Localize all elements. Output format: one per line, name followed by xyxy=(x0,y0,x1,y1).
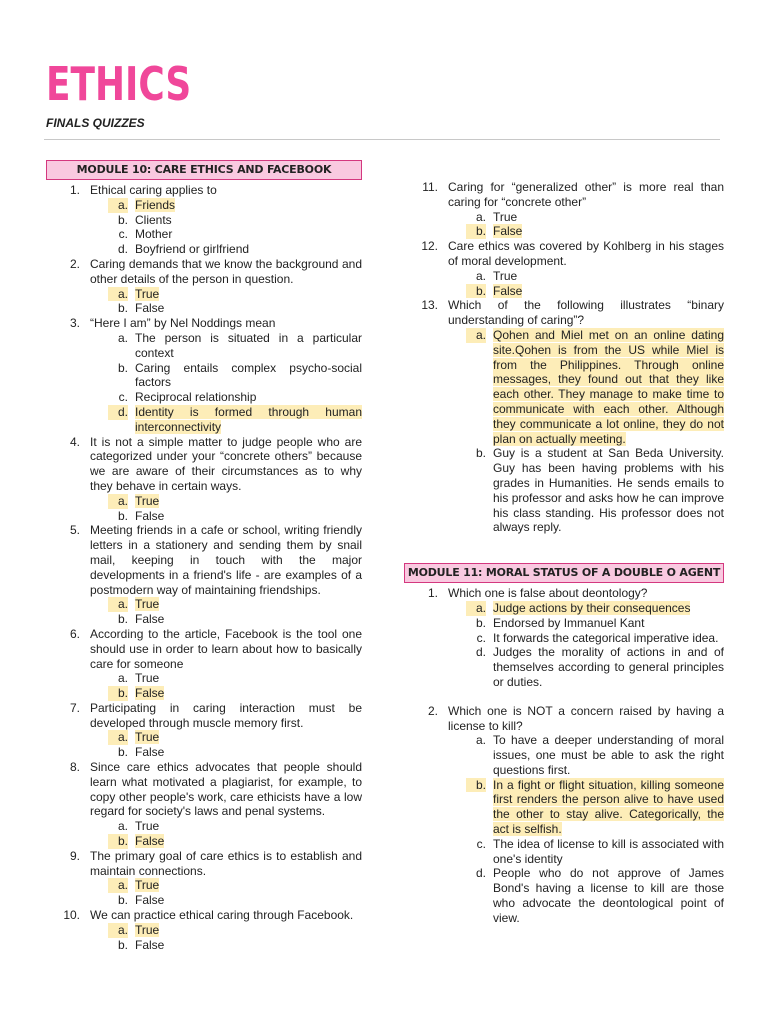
option-letter: c. xyxy=(476,630,486,645)
question-item xyxy=(46,627,362,671)
question-text: Meeting friends in a cafe or school, writing friendly letters in a stationery and sending them by snail mail, keeping in touch with the major developments in a friend's life - are examples of a postmodern way of maintaining friendships. xyxy=(90,523,362,597)
answer-option xyxy=(46,361,362,391)
option-text: Mother xyxy=(135,227,173,242)
option-text: Clients xyxy=(135,212,172,227)
question-item xyxy=(46,908,362,923)
module-10-header: MODULE 10: CARE ETHICS AND FACEBOOK xyxy=(46,160,362,180)
answer-option xyxy=(46,198,362,213)
page-title: ETHICS xyxy=(46,57,192,111)
correct-answer-text: Identity is formed through human interconnectivity xyxy=(135,404,362,434)
option-letter: b. xyxy=(108,834,128,849)
answer-option xyxy=(46,597,362,612)
answer-option xyxy=(404,601,724,616)
question-item xyxy=(404,180,724,210)
question-number: 1. xyxy=(427,586,438,601)
correct-answer-text: False xyxy=(135,834,165,849)
correct-answer-text: True xyxy=(135,730,160,745)
option-text: The person is situated in a particular context xyxy=(135,330,362,360)
question-text: The primary goal of care ethics is to establish and maintain connections. xyxy=(90,848,362,878)
answer-option xyxy=(46,686,362,701)
question-number: 1. xyxy=(69,183,80,197)
question-number: 5. xyxy=(69,523,80,538)
question-text: It is not a simple matter to judge people who are categorized under your “concrete others” because we are aware of their circumstances as to why they behave in certain ways. xyxy=(90,434,362,493)
question-number: 6. xyxy=(69,626,80,641)
question-number: 2. xyxy=(427,703,438,718)
option-letter: c. xyxy=(118,227,128,242)
question-number: 2. xyxy=(69,256,80,271)
answer-option xyxy=(46,730,362,745)
page-subtitle: FINALS QUIZZES xyxy=(46,116,145,130)
question-item xyxy=(46,701,362,731)
module-11-questions xyxy=(404,586,724,926)
option-text: False xyxy=(135,508,165,523)
option-letter: b. xyxy=(108,686,128,701)
option-letter: b. xyxy=(117,612,128,627)
answer-option xyxy=(46,213,362,228)
option-letter: a. xyxy=(475,268,486,283)
option-letter: d. xyxy=(475,866,486,881)
answer-option xyxy=(46,494,362,509)
option-letter: d. xyxy=(108,405,128,420)
answer-option xyxy=(46,878,362,893)
correct-answer-text: False xyxy=(493,224,523,239)
option-letter: a. xyxy=(108,287,128,302)
right-column xyxy=(404,180,724,926)
question-text: According to the article, Facebook is the tool one should use in order to learn about how to basically care for someone xyxy=(90,626,362,671)
question-text: Caring demands that we know the background and other details of the person in question. xyxy=(90,256,362,286)
answer-option xyxy=(46,893,362,908)
question-item xyxy=(404,586,724,601)
option-text: Endorsed by Immanuel Kant xyxy=(493,615,645,630)
option-letter: b. xyxy=(117,212,128,227)
option-text: The idea of license to kill is associated with one's identity xyxy=(493,836,724,866)
answer-option xyxy=(46,671,362,686)
question-item xyxy=(46,760,362,819)
header-divider xyxy=(44,139,720,140)
module-10-questions-a xyxy=(46,183,362,952)
question-number: 9. xyxy=(69,848,80,863)
correct-answer-text: Judge actions by their consequences xyxy=(493,600,691,615)
answer-option xyxy=(404,446,724,535)
question-item xyxy=(404,704,724,734)
option-letter: d. xyxy=(475,645,486,660)
answer-option xyxy=(404,733,724,777)
option-text: People who do not approve of James Bond's having a license to kill are those who advocate the deontological point of view. xyxy=(493,866,724,925)
module-11-header: MODULE 11: MORAL STATUS OF A DOUBLE O AGENT xyxy=(404,563,724,583)
option-text: True xyxy=(493,209,518,224)
option-letter: a. xyxy=(466,601,486,616)
correct-answer-text: False xyxy=(493,283,523,298)
question-text: Caring for “generalized other” is more real than caring for “concrete other” xyxy=(448,180,724,209)
option-text: False xyxy=(135,612,165,627)
option-text: Guy is a student at San Beda University. Guy has been having problems with his grades in Humanities. He sends emails to his professor and asks how he can improve his class standing. His professor does not always reply. xyxy=(493,446,724,535)
correct-answer-text: True xyxy=(135,922,160,937)
answer-option xyxy=(404,866,724,925)
option-letter: b. xyxy=(117,360,128,375)
question-number: 4. xyxy=(69,434,80,449)
question-text: Which one is NOT a concern raised by having a license to kill? xyxy=(448,703,724,733)
option-letter: a. xyxy=(108,878,128,893)
answer-option xyxy=(46,819,362,834)
answer-option xyxy=(404,210,724,225)
question-number: 11. xyxy=(422,180,438,194)
option-letter: b. xyxy=(117,301,128,316)
option-letter: a. xyxy=(108,730,128,745)
answer-option xyxy=(46,242,362,257)
answer-option xyxy=(46,938,362,953)
option-letter: b. xyxy=(475,615,486,630)
option-letter: a. xyxy=(117,671,128,686)
answer-option xyxy=(46,923,362,938)
option-letter: d. xyxy=(117,242,128,257)
question-text: Ethical caring applies to xyxy=(90,183,217,197)
question-item xyxy=(46,257,362,287)
correct-answer-text: True xyxy=(135,493,160,508)
question-text: Which one is false about deontology? xyxy=(448,586,648,601)
answer-option xyxy=(46,834,362,849)
option-letter: a. xyxy=(117,819,128,834)
answer-option xyxy=(46,331,362,361)
option-letter: a. xyxy=(466,328,486,343)
answer-option xyxy=(404,224,724,239)
question-text: Which of the following illustrates “binary understanding of caring”? xyxy=(448,298,724,328)
question-spacer xyxy=(404,690,724,704)
option-text: False xyxy=(135,937,165,952)
answer-option xyxy=(404,837,724,867)
answer-option xyxy=(46,745,362,760)
question-number: 3. xyxy=(69,316,80,331)
option-letter: b. xyxy=(117,508,128,523)
answer-option xyxy=(404,269,724,284)
option-letter: b. xyxy=(466,778,486,793)
answer-option xyxy=(46,390,362,405)
option-text: Judges the morality of actions in and of themselves according to general principles or duties. xyxy=(493,645,724,689)
option-letter: b. xyxy=(117,745,128,760)
question-item xyxy=(404,298,724,328)
module-10-questions-b xyxy=(404,180,724,535)
question-item xyxy=(46,316,362,331)
question-item xyxy=(46,523,362,597)
answer-option xyxy=(404,645,724,689)
option-letter: b. xyxy=(466,284,486,299)
answer-option xyxy=(404,616,724,631)
question-text: Care ethics was covered by Kohlberg in his stages of moral development. xyxy=(448,239,724,268)
question-number: 7. xyxy=(69,700,80,715)
answer-option xyxy=(46,301,362,316)
correct-answer-text: In a fight or flight situation, killing someone first renders the person alive to have used the other to stay alive. Categorically, the act is selfish. xyxy=(493,777,724,837)
question-number: 12. xyxy=(421,239,438,254)
answer-option xyxy=(46,509,362,524)
correct-answer-text: True xyxy=(135,286,160,301)
correct-answer-text: Qohen and Miel met on an online dating site.Qohen is from the US while Miel is from the Philippines. Through online messages, they found out that they like each other. They manage to make time to communicate with each other. Although they communicate a lot online, they do not plan on actually meeting. xyxy=(493,327,724,446)
question-number: 13. xyxy=(421,298,438,313)
option-letter: a. xyxy=(108,597,128,612)
question-text: “Here I am” by Nel Noddings mean xyxy=(90,316,276,331)
answer-option xyxy=(46,227,362,242)
option-text: It forwards the categorical imperative idea. xyxy=(493,630,719,645)
question-item xyxy=(46,849,362,879)
question-number: 8. xyxy=(69,760,80,775)
option-letter: a. xyxy=(108,923,128,938)
option-text: Caring entails complex psycho-social factors xyxy=(135,360,362,390)
question-text: We can practice ethical caring through Facebook. xyxy=(90,908,354,923)
answer-option xyxy=(404,284,724,299)
option-letter: a. xyxy=(108,494,128,509)
answer-option xyxy=(404,778,724,837)
option-text: True xyxy=(135,671,160,686)
option-letter: a. xyxy=(475,209,486,224)
option-letter: b. xyxy=(466,224,486,239)
answer-option xyxy=(46,405,362,435)
option-text: False xyxy=(135,745,165,760)
option-text: False xyxy=(135,893,165,908)
answer-option xyxy=(404,631,724,646)
option-text: To have a deeper understanding of moral issues, one must be able to ask the right questions first. xyxy=(493,733,724,777)
section-spacer xyxy=(404,535,724,563)
correct-answer-text: Friends xyxy=(135,197,176,212)
question-text: Since care ethics advocates that people should learn what motivated a plagiarist, for example, to copy other people's work, care ethicists have a low regard for society's laws and penal systems. xyxy=(90,760,362,819)
option-text: Reciprocal relationship xyxy=(135,390,257,405)
option-text: True xyxy=(493,268,518,283)
option-letter: b. xyxy=(117,893,128,908)
option-letter: a. xyxy=(475,733,486,748)
option-letter: c. xyxy=(118,390,128,405)
left-column xyxy=(46,160,362,952)
question-item xyxy=(46,183,362,198)
option-text: Boyfriend or girlfriend xyxy=(135,242,250,257)
option-letter: a. xyxy=(108,198,128,213)
option-text: False xyxy=(135,301,165,316)
correct-answer-text: False xyxy=(135,686,165,701)
question-text: Participating in caring interaction must be developed through muscle memory first. xyxy=(90,700,362,730)
question-item xyxy=(46,435,362,494)
option-letter: a. xyxy=(117,330,128,345)
option-letter: c. xyxy=(476,836,486,851)
correct-answer-text: True xyxy=(135,597,160,612)
option-letter: b. xyxy=(117,937,128,952)
correct-answer-text: True xyxy=(135,878,160,893)
answer-option xyxy=(46,287,362,302)
option-letter: b. xyxy=(475,446,486,461)
answer-option xyxy=(46,612,362,627)
question-item xyxy=(404,239,724,269)
answer-option xyxy=(404,328,724,446)
question-number: 10. xyxy=(63,908,80,923)
option-text: True xyxy=(135,819,160,834)
